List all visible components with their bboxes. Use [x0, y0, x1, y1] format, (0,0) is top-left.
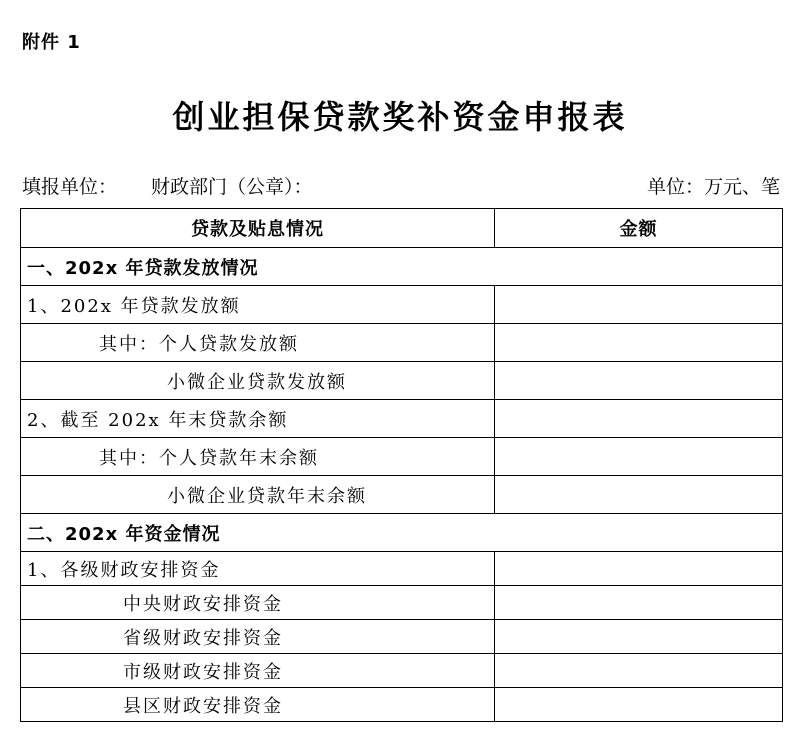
amount-cell[interactable]: [495, 324, 783, 362]
row-label: 中央财政安排资金: [21, 586, 495, 620]
reporting-unit-label: 填报单位：: [22, 176, 118, 198]
amount-cell[interactable]: [495, 362, 783, 400]
table-row: [21, 362, 783, 400]
row-label: 其中：个人贷款年末余额: [21, 438, 495, 476]
table-row: [21, 586, 783, 620]
unit-note: 单位：万元、笔: [646, 176, 780, 198]
reporting-unit-value: 财政部门（公章）：: [151, 176, 313, 198]
table-row: [21, 654, 783, 688]
table-row: [21, 248, 783, 286]
subsidy-application-table: [20, 208, 783, 722]
row-label: 市级财政安排资金: [21, 654, 495, 688]
table-row: [21, 400, 783, 438]
amount-cell[interactable]: [495, 438, 783, 476]
row-label: 县区财政安排资金: [21, 688, 495, 722]
section-heading-loans: 一、202x 年贷款发放情况: [21, 248, 783, 286]
table-header-row: [21, 209, 783, 248]
amount-cell[interactable]: [495, 688, 783, 722]
table-row: [21, 324, 783, 362]
row-label: 1、202x 年贷款发放额: [21, 286, 495, 324]
header-amount: 金额: [495, 209, 783, 248]
amount-cell[interactable]: [495, 476, 783, 514]
amount-cell[interactable]: [495, 586, 783, 620]
table-row: [21, 514, 783, 552]
row-label: 2、截至 202x 年末贷款余额: [21, 400, 495, 438]
section-heading-funds: 二、202x 年资金情况: [21, 514, 783, 552]
amount-cell[interactable]: [495, 400, 783, 438]
amount-cell[interactable]: [495, 620, 783, 654]
row-label: 其中：个人贷款发放额: [21, 324, 495, 362]
reporting-unit: [22, 172, 313, 199]
amount-cell[interactable]: [495, 552, 783, 586]
form-title: 创业担保贷款奖补资金申报表: [172, 98, 628, 136]
row-label: 小微企业贷款发放额: [21, 362, 495, 400]
amount-cell[interactable]: [495, 286, 783, 324]
table-row: [21, 552, 783, 586]
header-loan-situation: 贷款及贴息情况: [21, 209, 495, 248]
attachment-label: 附件 1: [22, 32, 81, 53]
table-row: [21, 476, 783, 514]
row-label: 1、各级财政安排资金: [21, 552, 495, 586]
table-row: [21, 438, 783, 476]
table-row: [21, 688, 783, 722]
table-row: [21, 620, 783, 654]
amount-cell[interactable]: [495, 654, 783, 688]
table-row: [21, 286, 783, 324]
row-label: 省级财政安排资金: [21, 620, 495, 654]
row-label: 小微企业贷款年末余额: [21, 476, 495, 514]
